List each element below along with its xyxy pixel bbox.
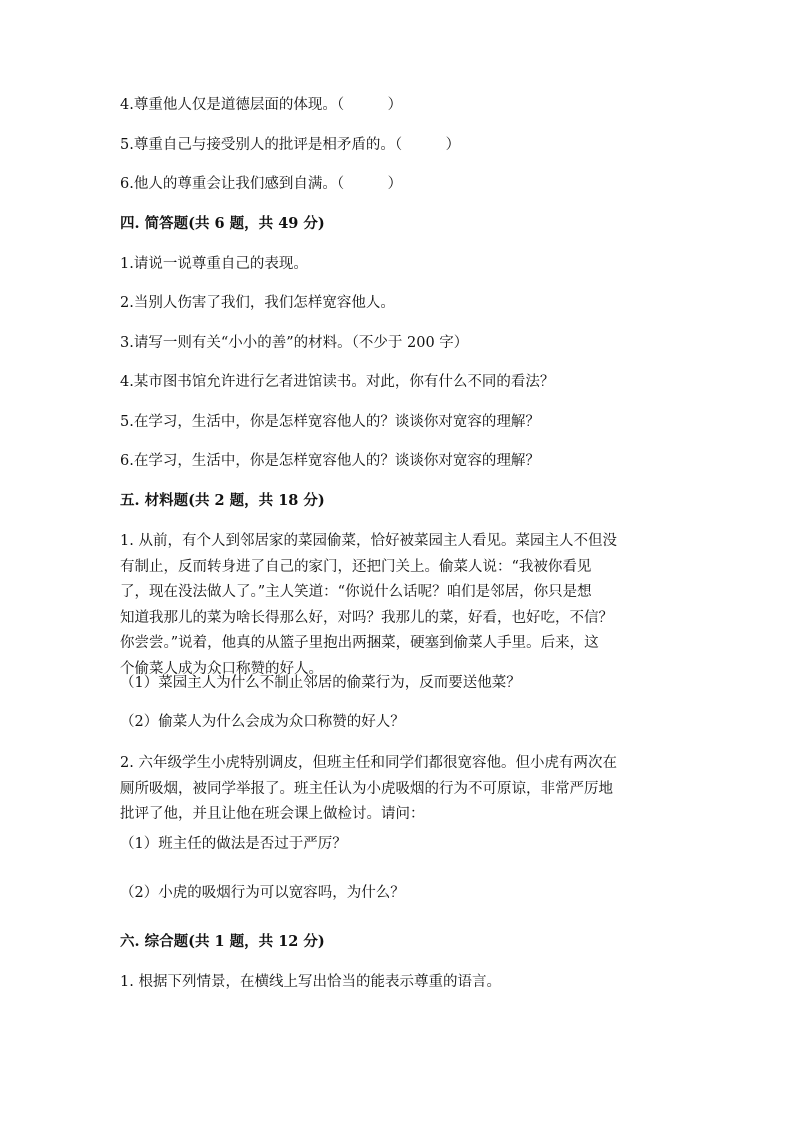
passage-line: 2. 六年级学生小虎特别调皮，但班主任和同学们都很宽容他。但小虎有两次在 — [120, 755, 617, 771]
short-answer-item-5: 5.在学习，生活中，你是怎样宽容他人的？谈谈你对宽容的理解？ — [120, 414, 540, 430]
section-heading-comprehensive: 六. 综合题(共 1 题，共 12 分) — [120, 933, 325, 950]
passage-line: 1. 从前，有个人到邻居家的菜园偷菜，恰好被菜园主人看见。菜园主人不但没 — [120, 533, 617, 549]
short-answer-item-3: 3.请写一则有关“小小的善”的材料。（不少于 200 字） — [120, 335, 469, 351]
short-answer-item-1: 1.请说一说尊重自己的表现。 — [120, 256, 308, 272]
material-question-2-sub-1: （1）班主任的做法是否过于严厉？ — [120, 836, 347, 852]
material-question-2-sub-2: （2）小虎的吸烟行为可以宽容吗，为什么？ — [120, 885, 405, 901]
passage-line: 厕所吸烟，被同学举报了。班主任认为小虎吸烟的行为不可原谅，非常严厉地 — [120, 780, 613, 797]
section-heading-material: 五. 材料题(共 2 题，共 18 分) — [120, 492, 325, 509]
passage-line: 知道我那儿的菜为啥长得那么好，对吗？我那儿的菜，好看，也好吃，不信？ — [120, 609, 613, 626]
material-question-1-passage — [120, 529, 666, 682]
judgement-item-5: 5.尊重自己与接受别人的批评是相矛盾的。（ ） — [120, 137, 461, 153]
short-answer-item-4: 4.某市图书馆允许进行乞者进馆读书。对此，你有什么不同的看法？ — [120, 374, 555, 390]
material-question-2-passage — [120, 751, 666, 828]
passage-line: 了，现在没法做人了。”主人笑道：“你说什么话呢？咱们是邻居，你只是想 — [120, 584, 592, 600]
material-question-1-sub-1: （1）菜园主人为什么不制止邻居的偷菜行为，反而要送他菜？ — [120, 675, 521, 691]
passage-line: 有制止，反而转身进了自己的家门，还把门关上。偷菜人说：“我被你看见 — [120, 558, 592, 575]
judgement-item-4: 4.尊重他人仅是道德层面的体现。（ ） — [120, 97, 403, 113]
material-question-1-sub-2: （2）偷菜人为什么会成为众口称赞的好人？ — [120, 714, 405, 730]
passage-line: 你尝尝。”说着，他真的从篮子里抱出两捆菜，硬塞到偷菜人手里。后来，这 — [120, 635, 599, 651]
passage-line: 批评了他，并且让他在班会课上做检讨。请问： — [120, 806, 425, 822]
section-heading-short-answer: 四. 简答题(共 6 题，共 49 分) — [120, 215, 325, 232]
short-answer-item-2: 2.当别人伤害了我们，我们怎样宽容他人。 — [120, 295, 395, 311]
judgement-item-6: 6.他人的尊重会让我们感到自满。（ ） — [120, 176, 403, 192]
comprehensive-item-1: 1. 根据下列情景，在横线上写出恰当的能表示尊重的语言。 — [120, 974, 501, 990]
passage-line: 个偷菜人成为众口称赞的好人。 — [120, 660, 323, 677]
short-answer-item-6: 6.在学习，生活中，你是怎样宽容他人的？谈谈你对宽容的理解？ — [120, 453, 540, 469]
